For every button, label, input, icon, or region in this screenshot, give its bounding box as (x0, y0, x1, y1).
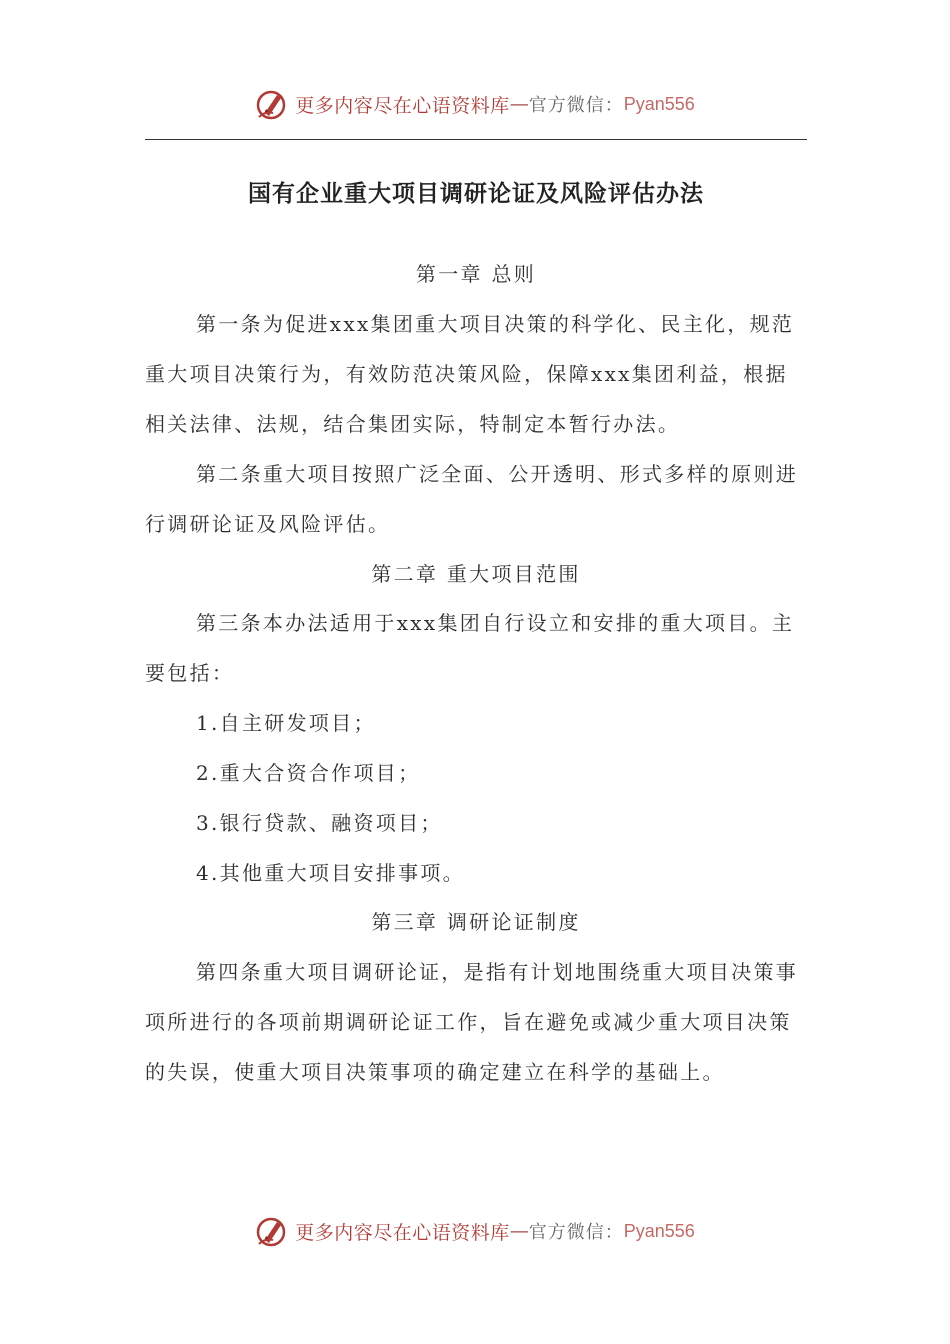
paragraph-line: 第二条重大项目按照广泛全面、公开透明、形式多样的原则进 (196, 462, 799, 486)
paragraph-line: 第三条本办法适用于xxx集团自行设立和安排的重大项目。主 (196, 611, 795, 635)
paragraph-line: 行调研论证及风险评估。 (145, 512, 391, 536)
chapter-heading: 第一章 总则 (415, 262, 537, 286)
paragraph-line: 的失误，使重大项目决策事项的确定建立在科学的基础上。 (145, 1060, 725, 1084)
wechat-label: 官方微信： (528, 1222, 624, 1243)
list-item: 4.其他重大项目安排事项。 (196, 861, 465, 885)
document-title: 国有企业重大项目调研论证及风险评估办法 (248, 181, 704, 207)
chapter-heading: 第二章 重大项目范围 (371, 562, 581, 586)
list-item: 1.自主研发项目； (196, 711, 376, 735)
library-text: 更多内容尽在心语资料库 (295, 94, 510, 117)
pen-logo-icon (255, 1214, 289, 1248)
library-text: 更多内容尽在心语资料库 (295, 1221, 510, 1244)
paragraph-line: 项所进行的各项前期调研论证工作，旨在避免或减少重大项目决策 (145, 1010, 792, 1034)
paragraph-line: 第四条重大项目调研论证，是指有计划地围绕重大项目决策事 (196, 960, 799, 984)
paragraph-line: 相关法律、法规，结合集团实际，特制定本暂行办法。 (145, 412, 681, 436)
header-banner (0, 84, 950, 124)
wechat-id: Pyan556 (623, 1220, 695, 1241)
pen-logo-icon (255, 87, 289, 121)
paragraph-line: 要包括： (145, 661, 235, 685)
list-item: 2.重大合资合作项目； (196, 761, 421, 785)
paragraph-line: 重大项目决策行为，有效防范决策风险，保障xxx集团利益，根据 (145, 362, 788, 386)
footer-banner (0, 1211, 950, 1251)
wechat-label: 官方微信： (528, 95, 624, 116)
separator: — (509, 1220, 529, 1242)
paragraph-line: 第一条为促进xxx集团重大项目决策的科学化、民主化，规范 (196, 312, 795, 336)
wechat-id: Pyan556 (623, 93, 695, 114)
separator: — (509, 93, 529, 115)
header-rule (145, 139, 807, 140)
chapter-heading: 第三章 调研论证制度 (371, 910, 581, 934)
list-item: 3.银行贷款、融资项目； (196, 811, 443, 835)
